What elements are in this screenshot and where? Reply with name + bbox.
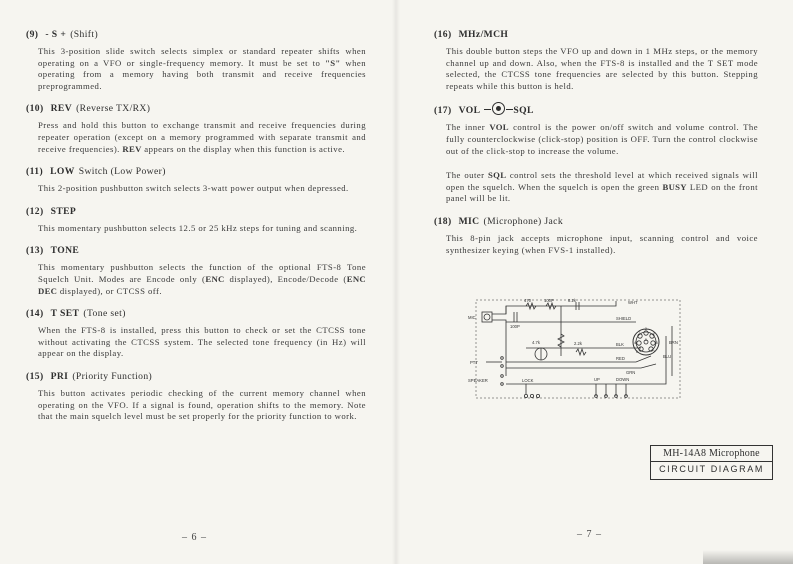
page-number: – 7 – [577, 529, 602, 540]
grn-label: GRN [626, 370, 636, 375]
section [26, 205, 366, 235]
section-heading [434, 102, 758, 117]
down-label: DOWN [616, 377, 630, 382]
r5-label: 4.7k [532, 340, 540, 345]
pin-8-label: 8 [645, 338, 647, 342]
pin-3-label: 3 [653, 331, 655, 335]
section-title: T SET [50, 308, 80, 320]
keyword: ENC DEC [38, 273, 366, 296]
section-body [38, 46, 366, 92]
wht-label: WHT [628, 300, 638, 305]
section-subtitle: Switch (Low Power) [78, 166, 166, 178]
section-heading [26, 370, 366, 383]
section [434, 28, 758, 92]
section-body [38, 183, 366, 195]
section [434, 215, 758, 256]
lock-label: LOCK [522, 378, 534, 383]
mic-capsule-symbol [482, 312, 492, 322]
section [26, 28, 366, 92]
section-number: (12) [26, 205, 44, 217]
text-run: This 2-position pushbutton switch selects 3-watt power output when depressed. [38, 183, 349, 194]
pin-6-label: 6 [636, 350, 638, 354]
section-heading [434, 28, 758, 41]
text-run: when operating from a memory having both transmit and receive frequencies preprogrammed. [38, 57, 366, 91]
r1-label: 470 [524, 298, 531, 303]
diagram-caption [650, 445, 773, 480]
circuit-diagram [466, 296, 684, 404]
section-subtitle: (Microphone) Jack [483, 215, 564, 227]
text-run: displayed), Encode/Decode ( [224, 273, 347, 284]
section-title: REV [50, 103, 73, 115]
caption-model: MH-14A8 [663, 448, 707, 459]
section-number: (9) [26, 29, 39, 40]
section-title: PRI [50, 370, 69, 382]
brn-label: BRN [669, 340, 678, 345]
text-run: Press and hold this button to exchange transmit and receive frequencies during repeater operation (except on a memory programmed with separate transmit and receive frequencies). [38, 120, 366, 154]
section-title-secondary: SQL [513, 105, 534, 117]
up-label: UP [594, 377, 600, 382]
r3-label: 8.2k [568, 298, 576, 303]
section-subtitle: (Reverse TX/RX) [76, 103, 151, 115]
section-number: (11) [26, 166, 44, 178]
section [26, 244, 366, 297]
text-run: This 8-pin jack accepts microphone input, scanning control and voice synthesizer keying (when FVS-1 installed). [446, 232, 758, 255]
caption-model-line [651, 446, 772, 462]
section-number: (10) [26, 103, 44, 115]
knob-icon [492, 102, 505, 115]
section-body [38, 120, 366, 155]
section-number: (16) [434, 29, 452, 40]
section-number: (18) [434, 215, 452, 227]
section-number: (13) [26, 245, 44, 257]
right-page [396, 0, 793, 564]
pin-4-label: 4 [634, 341, 636, 345]
text-run: The inner [446, 122, 490, 133]
section-subtitle: (Tone set) [83, 308, 126, 320]
left-column [26, 28, 366, 433]
blk-label: BLK [616, 342, 624, 347]
speaker-label: SPEAKER [468, 378, 488, 383]
section [26, 102, 366, 155]
section-title: MHz/MCH [458, 29, 509, 40]
section-subtitle: (Shift) [70, 29, 99, 40]
pin-2-label: 2 [645, 327, 647, 331]
section-title: LOW [50, 166, 75, 178]
text-run: The outer [446, 170, 489, 181]
c1-label: 100P [510, 324, 520, 329]
text-run: appears on the display when this function is active. [141, 143, 346, 154]
section-heading [434, 215, 758, 228]
text-run: This double button steps the VFO up and down in 1 MHz steps, or the memory channel up and down. Also, when the FTS-8 is installed and the T SET mode selected, the CTCSS tone frequencies are selected by this button. Stepping repeats while this button is held. [446, 46, 758, 91]
scan-edge-shadow [703, 550, 793, 564]
section-number: (14) [26, 308, 44, 320]
section-body [446, 170, 758, 205]
section-body [38, 223, 366, 235]
ptt-label: PTT [470, 360, 478, 365]
section-title: MIC [458, 215, 480, 227]
section [434, 102, 758, 205]
section-heading [26, 28, 366, 41]
section-title: VOL [458, 105, 481, 117]
section-heading [26, 205, 366, 218]
section-heading [26, 102, 366, 115]
pin-5-label: 5 [656, 341, 658, 345]
text-run: When the FTS-8 is installed, press this button to check or set the CTCSS tone without activating the CTCSS system. The selected tone frequency (in Hz) will appear on the display. [38, 325, 366, 359]
page-number: – 6 – [182, 532, 207, 543]
dash-symbol [484, 109, 491, 110]
section-heading [26, 165, 366, 178]
keyword: VOL [489, 122, 509, 133]
text-run: This momentary pushbutton selects the function of the optional FTS-8 Tone Squelch Unit. Modes are Encode only ( [38, 262, 366, 284]
pin-1-label: 1 [639, 331, 641, 335]
text-run: This button activates periodic checking of the current memory channel when operating on the VFO. If a signal is found, operation shifts to the memory. Note that the main squelch level must be set properly for the priority function to work. [38, 387, 366, 422]
red-label: RED [616, 356, 625, 361]
mic-label: MIC [468, 315, 476, 320]
keyword: BUSY [662, 181, 687, 192]
section-title: STEP [50, 205, 77, 217]
section-body [38, 388, 366, 423]
shield-label: SHIELD [616, 316, 632, 321]
section-body [446, 233, 758, 256]
left-page [0, 0, 396, 564]
text-run: This 3-position slide switch selects simplex or standard repeater shifts when operating on a VFO or single-frequency memory. It must be set to [38, 46, 366, 68]
section-heading [26, 307, 366, 320]
text-run: control is the power on/off switch and volume control. The fully counterclockwise (click-stop) position is OFF. Turn the control clockwise out of the click-stop to increase the volume. [446, 122, 758, 156]
text-run: LED on the front panel will be lit. [446, 181, 758, 204]
section-title: - S + [45, 29, 67, 40]
text-run: displayed), or CTCSS off. [57, 285, 162, 296]
section [26, 307, 366, 360]
keyword: "S" [325, 57, 341, 68]
keyword: ENC [205, 273, 225, 284]
section-subtitle: (Priority Function) [72, 370, 153, 382]
section-number: (15) [26, 370, 44, 382]
pin-7-label: 7 [653, 350, 655, 354]
section-heading [26, 244, 366, 257]
text-run: control sets the threshold level at which received signals will open the squelch. When the squelch is open the green [446, 170, 758, 192]
section-title: TONE [50, 245, 80, 257]
section-body [446, 46, 758, 92]
keyword: SQL [488, 170, 507, 181]
section-body [446, 122, 758, 157]
r4-label: 2.2k [574, 341, 582, 346]
section-number: (17) [434, 105, 452, 117]
section-body [38, 325, 366, 360]
keyword: REV [122, 143, 142, 154]
section [26, 165, 366, 195]
section-body [38, 262, 366, 297]
text-run: This momentary pushbutton selects 12.5 or 25 kHz steps for tuning and scanning. [38, 222, 358, 233]
caption-type: Microphone [708, 448, 760, 459]
blu-label: BLU [663, 354, 672, 359]
caption-title: CIRCUIT DIAGRAM [659, 464, 764, 474]
right-column [434, 28, 758, 266]
section [26, 370, 366, 423]
r2-label: 100P [544, 298, 554, 303]
